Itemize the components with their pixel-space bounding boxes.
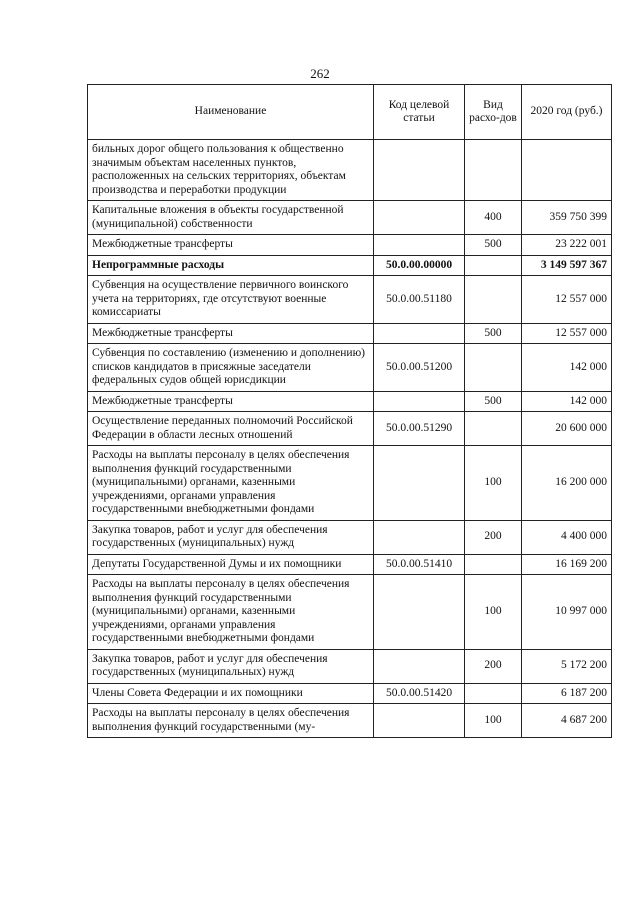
cell-type: 500 [465, 323, 522, 344]
cell-code [374, 704, 465, 738]
table-row [88, 575, 612, 650]
cell-code [374, 446, 465, 521]
table-row [88, 323, 612, 344]
cell-amount: 359 750 399 [522, 201, 612, 235]
cell-code: 50.0.00.51410 [374, 554, 465, 575]
cell-code [374, 201, 465, 235]
cell-amount: 3 149 597 367 [522, 255, 612, 276]
table-row [88, 235, 612, 256]
cell-type: 500 [465, 235, 522, 256]
cell-amount: 23 222 001 [522, 235, 612, 256]
cell-code: 50.0.00.00000 [374, 255, 465, 276]
cell-amount: 142 000 [522, 391, 612, 412]
cell-name: Субвенция по составлению (изменению и дополнению) списков кандидатов в присяжные заседатели федеральных судов общей юрисдикции [88, 344, 374, 392]
table-row [88, 276, 612, 324]
table-row [88, 391, 612, 412]
cell-name: Закупка товаров, работ и услуг для обеспечения государственных (муниципальных) нужд [88, 520, 374, 554]
table-header-row [88, 85, 612, 140]
cell-code [374, 520, 465, 554]
cell-code [374, 391, 465, 412]
cell-type: 100 [465, 704, 522, 738]
page-number: 262 [310, 66, 330, 81]
cell-name: Межбюджетные трансферты [88, 391, 374, 412]
cell-type: 100 [465, 446, 522, 521]
table-row [88, 649, 612, 683]
cell-type [465, 554, 522, 575]
cell-type [465, 344, 522, 392]
cell-amount: 20 600 000 [522, 412, 612, 446]
cell-code [374, 649, 465, 683]
table-body [88, 140, 612, 738]
cell-type [465, 412, 522, 446]
cell-name: Расходы на выплаты персоналу в целях обеспечения выполнения функций государственными (муниципальными) органами, казенными учреждениями, органами управления государственными внебюджетными фондами [88, 446, 374, 521]
cell-amount: 4 400 000 [522, 520, 612, 554]
cell-type [465, 255, 522, 276]
cell-amount: 10 997 000 [522, 575, 612, 650]
table-row [88, 446, 612, 521]
table-row [88, 683, 612, 704]
cell-code: 50.0.00.51200 [374, 344, 465, 392]
cell-amount: 6 187 200 [522, 683, 612, 704]
table-row [88, 140, 612, 201]
header-name: Наименование [88, 85, 374, 140]
cell-name: Депутаты Государственной Думы и их помощники [88, 554, 374, 575]
table-row [88, 412, 612, 446]
cell-code [374, 575, 465, 650]
cell-name: Субвенция на осуществление первичного воинского учета на территориях, где отсутствуют военные комиссариаты [88, 276, 374, 324]
cell-type: 400 [465, 201, 522, 235]
header-type: Вид расхо-дов [465, 85, 522, 140]
cell-type [465, 276, 522, 324]
cell-type: 100 [465, 575, 522, 650]
cell-amount: 16 200 000 [522, 446, 612, 521]
cell-name: Непрограммные расходы [88, 255, 374, 276]
cell-type: 200 [465, 520, 522, 554]
cell-amount: 12 557 000 [522, 323, 612, 344]
table-row [88, 520, 612, 554]
cell-type [465, 683, 522, 704]
cell-name: Расходы на выплаты персоналу в целях обеспечения выполнения функций государственными (му- [88, 704, 374, 738]
cell-amount: 12 557 000 [522, 276, 612, 324]
table-row [88, 344, 612, 392]
cell-name: Осуществление переданных полномочий Российской Федерации в области лесных отношений [88, 412, 374, 446]
cell-name: Расходы на выплаты персоналу в целях обеспечения выполнения функций государственными (муниципальными) органами, казенными учреждениями, органами управления государственными внебюджетными фондами [88, 575, 374, 650]
cell-name: Члены Совета Федерации и их помощники [88, 683, 374, 704]
table-row [88, 201, 612, 235]
cell-type: 500 [465, 391, 522, 412]
cell-amount: 5 172 200 [522, 649, 612, 683]
cell-type: 200 [465, 649, 522, 683]
cell-name: Межбюджетные трансферты [88, 323, 374, 344]
cell-code [374, 323, 465, 344]
cell-code: 50.0.00.51420 [374, 683, 465, 704]
cell-code: 50.0.00.51290 [374, 412, 465, 446]
cell-amount: 16 169 200 [522, 554, 612, 575]
cell-code [374, 235, 465, 256]
cell-type [465, 140, 522, 201]
cell-name: Закупка товаров, работ и услуг для обеспечения государственных (муниципальных) нужд [88, 649, 374, 683]
cell-name: Капитальные вложения в объекты государственной (муниципальной) собственности [88, 201, 374, 235]
cell-amount: 4 687 200 [522, 704, 612, 738]
cell-name: Межбюджетные трансферты [88, 235, 374, 256]
cell-amount: 142 000 [522, 344, 612, 392]
cell-code: 50.0.00.51180 [374, 276, 465, 324]
cell-code [374, 140, 465, 201]
header-code: Код целевой статьи [374, 85, 465, 140]
cell-amount [522, 140, 612, 201]
table-row [88, 255, 612, 276]
table-row [88, 554, 612, 575]
budget-table [87, 84, 612, 738]
table-row [88, 704, 612, 738]
header-amount: 2020 год (руб.) [522, 85, 612, 140]
cell-name: бильных дорог общего пользования к общественно значимым объектам населенных пунктов, расположенных на сельских территориях, объектам производства и переработки продукции [88, 140, 374, 201]
